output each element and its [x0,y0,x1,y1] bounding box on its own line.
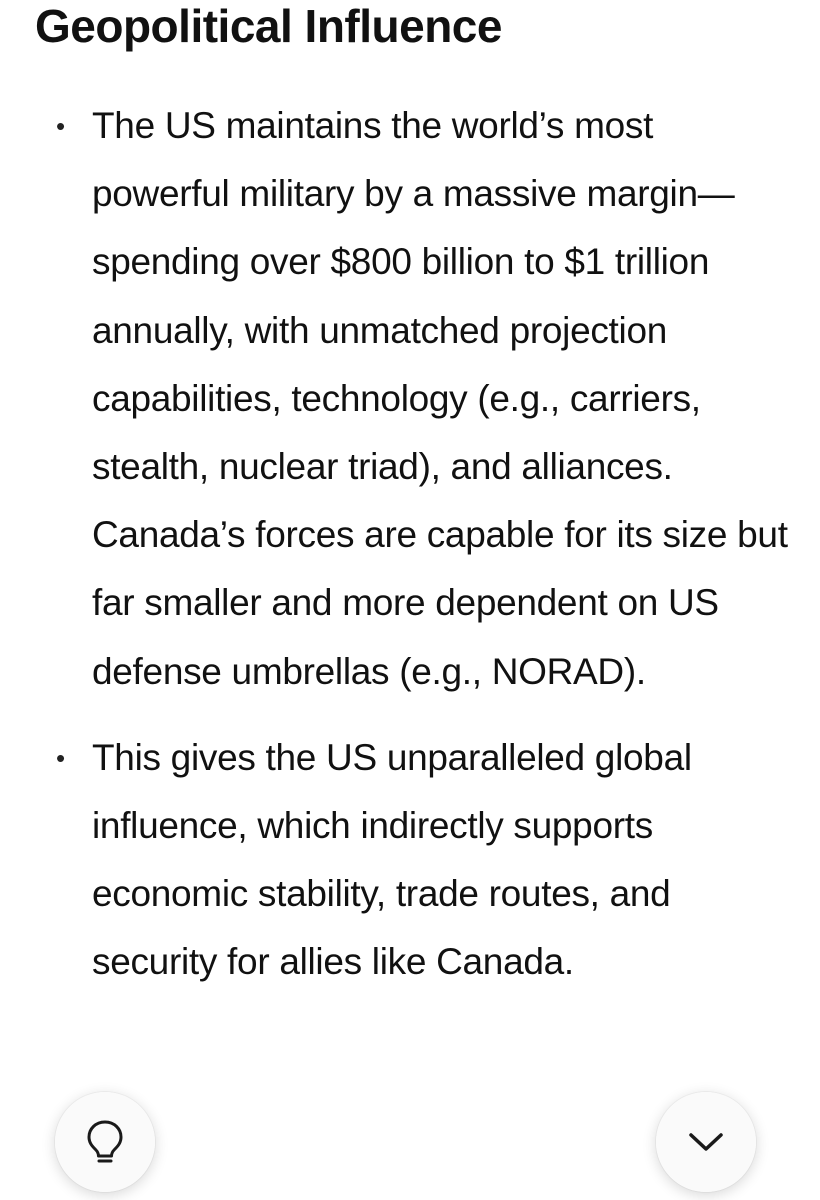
section-heading: Geopolitical Influence [35,0,502,52]
bullet-list [0,92,820,1015]
bullet-dot: • [56,111,65,141]
lightbulb-icon [85,1119,125,1165]
list-item [0,724,792,997]
lightbulb-button[interactable] [55,1092,155,1192]
bullet-dot: • [56,742,65,773]
bullet-text: This gives the US unparalleled global influence, which indirectly supports economic stability, trade routes, and security for allies like Canada. [92,736,692,983]
chevron-down-icon [687,1130,725,1154]
bullet-text: The US maintains the world’s most powerful military by a massive margin—spending over $800 billion to $1 trillion annually, with unmatched projection capabilities, technology (e.g., carriers, stealth, nuclear triad), and alliances. Canada’s forces are capable for its size but far smaller and more dependent on US defense umbrellas (e.g., NORAD). [92,105,788,692]
scroll-down-button[interactable] [656,1092,756,1192]
list-item [0,92,792,706]
